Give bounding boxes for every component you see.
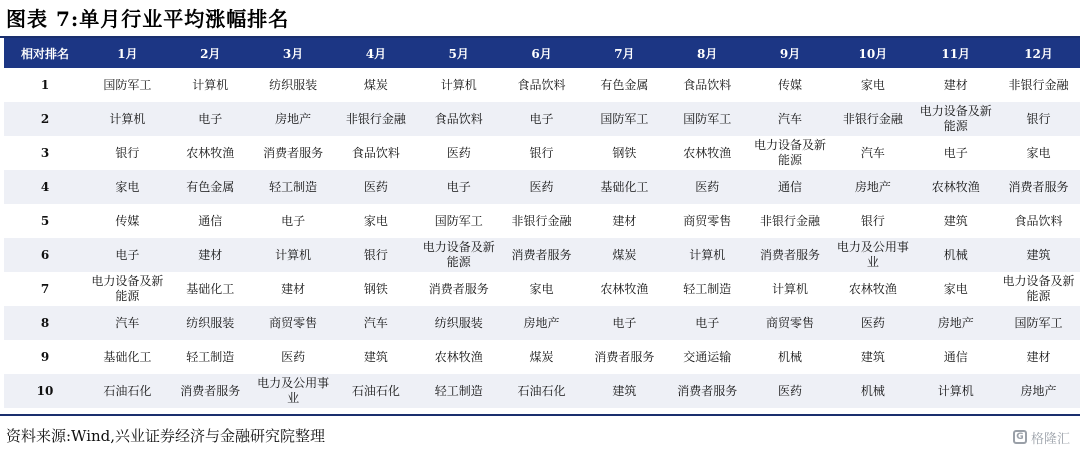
table-row [4, 68, 1080, 102]
industry-cell: 医药 [749, 374, 832, 408]
industry-cell: 建材 [169, 238, 252, 272]
industry-cell: 基础化工 [169, 272, 252, 306]
industry-cell: 电力及公用事业 [831, 238, 914, 272]
industry-cell: 电力设备及新能源 [86, 272, 169, 306]
industry-cell: 机械 [831, 374, 914, 408]
column-header-month: 10月 [831, 38, 914, 68]
rank-cell: 7 [4, 272, 86, 306]
industry-cell: 纺织服装 [169, 306, 252, 340]
column-header-month: 2月 [169, 38, 252, 68]
industry-cell: 农林牧渔 [831, 272, 914, 306]
industry-cell: 建材 [252, 272, 335, 306]
industry-cell: 建筑 [831, 340, 914, 374]
industry-cell: 计算机 [169, 68, 252, 102]
industry-cell: 银行 [831, 204, 914, 238]
industry-cell: 电力设备及新能源 [417, 238, 500, 272]
industry-cell: 食品饮料 [666, 68, 749, 102]
industry-cell: 电子 [86, 238, 169, 272]
industry-cell: 食品饮料 [500, 68, 583, 102]
footer-divider [0, 414, 1080, 416]
industry-cell: 计算机 [914, 374, 997, 408]
column-header-month: 7月 [583, 38, 666, 68]
industry-cell: 建筑 [914, 204, 997, 238]
industry-cell: 国防军工 [86, 68, 169, 102]
industry-cell: 非银行金融 [831, 102, 914, 136]
industry-cell: 轻工制造 [417, 374, 500, 408]
industry-cell: 交通运输 [666, 340, 749, 374]
column-header-month: 6月 [500, 38, 583, 68]
industry-cell: 煤炭 [500, 340, 583, 374]
industry-cell: 石油石化 [86, 374, 169, 408]
industry-cell: 消费者服务 [169, 374, 252, 408]
table-row [4, 136, 1080, 170]
industry-cell: 电子 [417, 170, 500, 204]
industry-cell: 银行 [997, 102, 1080, 136]
rank-cell: 4 [4, 170, 86, 204]
industry-cell: 轻工制造 [169, 340, 252, 374]
industry-cell: 基础化工 [583, 170, 666, 204]
industry-cell: 食品饮料 [417, 102, 500, 136]
column-header-rank: 相对排名 [4, 38, 86, 68]
industry-cell: 农林牧渔 [169, 136, 252, 170]
industry-cell: 电子 [500, 102, 583, 136]
industry-cell: 轻工制造 [666, 272, 749, 306]
rank-cell: 5 [4, 204, 86, 238]
industry-cell: 医药 [500, 170, 583, 204]
industry-cell: 房地产 [252, 102, 335, 136]
industry-cell: 传媒 [749, 68, 832, 102]
table-row [4, 374, 1080, 408]
column-header-month: 5月 [417, 38, 500, 68]
table-header-row [4, 38, 1080, 68]
industry-cell: 电力设备及新能源 [749, 136, 832, 170]
industry-cell: 电子 [252, 204, 335, 238]
column-header-month: 3月 [252, 38, 335, 68]
industry-cell: 电力及公用事业 [252, 374, 335, 408]
industry-cell: 计算机 [86, 102, 169, 136]
industry-cell: 国防军工 [666, 102, 749, 136]
industry-cell: 消费者服务 [252, 136, 335, 170]
industry-cell: 汽车 [749, 102, 832, 136]
watermark-text: 格隆汇 [1030, 431, 1070, 447]
table-row [4, 340, 1080, 374]
industry-cell: 电子 [583, 306, 666, 340]
column-header-month: 1月 [86, 38, 169, 68]
industry-cell: 消费者服务 [417, 272, 500, 306]
industry-cell: 家电 [914, 272, 997, 306]
industry-cell: 石油石化 [500, 374, 583, 408]
source-note: 资料来源:Wind,兴业证券经济与金融研究院整理 [6, 427, 326, 445]
industry-cell: 医药 [666, 170, 749, 204]
industry-cell: 家电 [831, 68, 914, 102]
industry-cell: 钢铁 [583, 136, 666, 170]
table-row [4, 102, 1080, 136]
industry-cell: 电子 [914, 136, 997, 170]
table-body [4, 68, 1080, 408]
watermark [1013, 426, 1070, 448]
column-header-month: 4月 [334, 38, 417, 68]
industry-cell: 家电 [86, 170, 169, 204]
industry-cell: 消费者服务 [749, 238, 832, 272]
table-row [4, 170, 1080, 204]
industry-cell: 钢铁 [334, 272, 417, 306]
gelonghui-logo-icon: G [1013, 430, 1027, 444]
rank-cell: 6 [4, 238, 86, 272]
industry-cell: 通信 [169, 204, 252, 238]
industry-cell: 有色金属 [169, 170, 252, 204]
industry-cell: 纺织服装 [252, 68, 335, 102]
rank-cell: 2 [4, 102, 86, 136]
industry-cell: 农林牧渔 [583, 272, 666, 306]
industry-cell: 电子 [169, 102, 252, 136]
industry-cell: 非银行金融 [997, 68, 1080, 102]
rank-cell: 8 [4, 306, 86, 340]
page-title: 图表 7:单月行业平均涨幅排名 [6, 7, 290, 31]
industry-cell: 建筑 [334, 340, 417, 374]
industry-cell: 农林牧渔 [666, 136, 749, 170]
industry-cell: 非银行金融 [334, 102, 417, 136]
industry-cell: 商贸零售 [749, 306, 832, 340]
industry-cell: 有色金属 [583, 68, 666, 102]
industry-cell: 医药 [831, 306, 914, 340]
industry-cell: 农林牧渔 [417, 340, 500, 374]
industry-cell: 食品饮料 [997, 204, 1080, 238]
table-row [4, 238, 1080, 272]
industry-cell: 医药 [334, 170, 417, 204]
industry-cell: 国防军工 [997, 306, 1080, 340]
industry-cell: 建筑 [997, 238, 1080, 272]
industry-cell: 银行 [334, 238, 417, 272]
industry-cell: 建材 [914, 68, 997, 102]
industry-cell: 汽车 [86, 306, 169, 340]
industry-cell: 国防军工 [583, 102, 666, 136]
industry-cell: 计算机 [666, 238, 749, 272]
industry-cell: 通信 [914, 340, 997, 374]
industry-cell: 基础化工 [86, 340, 169, 374]
industry-cell: 电力设备及新能源 [914, 102, 997, 136]
industry-cell: 国防军工 [417, 204, 500, 238]
industry-cell: 家电 [334, 204, 417, 238]
industry-cell: 房地产 [997, 374, 1080, 408]
column-header-month: 11月 [914, 38, 997, 68]
industry-cell: 建筑 [583, 374, 666, 408]
industry-cell: 电子 [666, 306, 749, 340]
industry-cell: 银行 [500, 136, 583, 170]
industry-cell: 纺织服装 [417, 306, 500, 340]
rank-cell: 9 [4, 340, 86, 374]
rank-cell: 1 [4, 68, 86, 102]
table-row [4, 204, 1080, 238]
industry-cell: 消费者服务 [583, 340, 666, 374]
industry-cell: 消费者服务 [997, 170, 1080, 204]
industry-cell: 煤炭 [583, 238, 666, 272]
industry-cell: 汽车 [334, 306, 417, 340]
industry-cell: 家电 [997, 136, 1080, 170]
industry-cell: 机械 [749, 340, 832, 374]
industry-cell: 消费者服务 [666, 374, 749, 408]
industry-cell: 汽车 [831, 136, 914, 170]
industry-cell: 煤炭 [334, 68, 417, 102]
industry-cell: 传媒 [86, 204, 169, 238]
industry-cell: 银行 [86, 136, 169, 170]
industry-cell: 计算机 [749, 272, 832, 306]
industry-cell: 消费者服务 [500, 238, 583, 272]
industry-cell: 房地产 [500, 306, 583, 340]
industry-cell: 轻工制造 [252, 170, 335, 204]
industry-cell: 房地产 [831, 170, 914, 204]
industry-cell: 计算机 [252, 238, 335, 272]
industry-cell: 食品饮料 [334, 136, 417, 170]
industry-cell: 建材 [583, 204, 666, 238]
industry-cell: 电力设备及新能源 [997, 272, 1080, 306]
industry-cell: 医药 [417, 136, 500, 170]
industry-cell: 机械 [914, 238, 997, 272]
industry-cell: 石油石化 [334, 374, 417, 408]
industry-cell: 家电 [500, 272, 583, 306]
industry-cell: 医药 [252, 340, 335, 374]
table-row [4, 272, 1080, 306]
ranking-table [4, 38, 1080, 408]
industry-cell: 非银行金融 [500, 204, 583, 238]
rank-cell: 10 [4, 374, 86, 408]
column-header-month: 12月 [997, 38, 1080, 68]
industry-cell: 计算机 [417, 68, 500, 102]
rank-cell: 3 [4, 136, 86, 170]
industry-cell: 房地产 [914, 306, 997, 340]
column-header-month: 8月 [666, 38, 749, 68]
industry-cell: 商贸零售 [666, 204, 749, 238]
industry-cell: 非银行金融 [749, 204, 832, 238]
industry-cell: 建材 [997, 340, 1080, 374]
industry-cell: 商贸零售 [252, 306, 335, 340]
industry-cell: 农林牧渔 [914, 170, 997, 204]
column-header-month: 9月 [749, 38, 832, 68]
table-row [4, 306, 1080, 340]
industry-cell: 通信 [749, 170, 832, 204]
